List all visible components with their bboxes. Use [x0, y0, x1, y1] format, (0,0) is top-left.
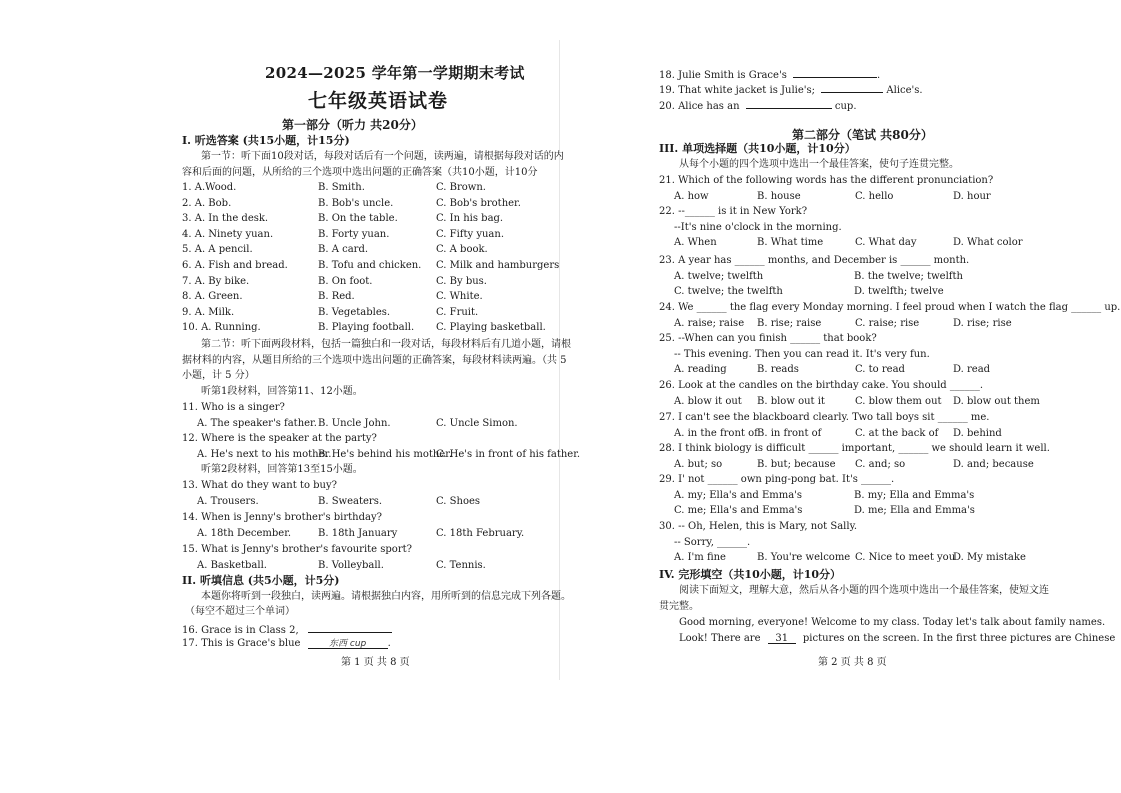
exam-title: 2024—2025 学年第一学期期末考试: [265, 64, 525, 82]
q23-option-a[interactable]: A. twelve; twelfth: [674, 270, 764, 282]
q17-blank[interactable]: [308, 637, 388, 649]
cloze-paragraph-line1: Good morning, everyone! Welcome to my class. Today let's talk about family names.: [679, 617, 1106, 628]
item-2-option-b: B. Bob's uncle.: [318, 197, 394, 209]
section1-part2-line2: 据材料的内容，从题目所给的三个选项中选出问题的正确答案，每段材料读两遍。（共 5: [182, 355, 567, 366]
q26-option-c[interactable]: C. blow them out: [855, 395, 942, 407]
item-1-option-b: B. Smith.: [318, 182, 365, 193]
item-9-option-a: 9. A. Milk.: [182, 306, 235, 318]
q30-option-c[interactable]: C. Nice to meet you: [855, 552, 956, 563]
section2-instruction-line1: 本题你将听到一段独白，读两遍。请根据独白内容，用所听到的信息完成下列各题。: [201, 591, 571, 602]
q29-option-d[interactable]: D. me; Ella and Emma's: [854, 505, 975, 516]
q21-option-a[interactable]: A. how: [674, 190, 709, 202]
q19-text-b: Alice's.: [886, 85, 923, 96]
q19-text-a: 19. That white jacket is Julie's;: [659, 85, 816, 96]
right-page-footer: 第 2 页 共 8 页: [818, 657, 887, 668]
section1-part2-line3: 小题，计 5 分）: [182, 370, 255, 381]
q22-option-b[interactable]: B. What time: [757, 237, 824, 248]
item-5-option-b: B. A card.: [318, 244, 369, 256]
question-24: 24. We ______ the flag every Monday morning. I feel proud when I watch the flag ______ up.: [659, 302, 1121, 313]
section1-heading: I. 听选答案 (共15小题，计15分): [182, 134, 350, 147]
section3-instruction: 从每个小题的四个选项中选出一个最佳答案，使句子连贯完整。: [679, 159, 959, 170]
question-22: 22. --______ is it in New York?: [659, 206, 808, 217]
q26-option-b[interactable]: B. blow out it: [757, 395, 825, 407]
question-20: [659, 97, 857, 114]
part1-title: 第一部分（听力 共20分）: [282, 118, 423, 132]
q25-option-d[interactable]: D. read: [953, 364, 991, 375]
q28-option-b[interactable]: B. but; because: [757, 458, 836, 470]
q25-option-c[interactable]: C. to read: [855, 364, 905, 375]
q11-option-c: C. Uncle Simon.: [436, 418, 518, 429]
item-4-option-a: 4. A. Ninety yuan.: [182, 228, 274, 240]
q24-option-a[interactable]: A. raise; raise: [674, 317, 745, 329]
q22-option-a[interactable]: A. When: [674, 237, 717, 248]
q28-option-a[interactable]: A. but; so: [674, 458, 723, 470]
question-15: 15. What is Jenny's brother's favourite sport?: [182, 544, 412, 555]
q24-option-b[interactable]: B. rise; raise: [757, 317, 822, 329]
q20-blank[interactable]: [746, 97, 832, 109]
q18-blank[interactable]: [793, 66, 877, 78]
q29-option-b[interactable]: B. my; Ella and Emma's: [854, 489, 975, 501]
q24-option-d[interactable]: D. rise; rise: [953, 317, 1012, 329]
right-page: [560, 0, 1121, 793]
q30-option-a[interactable]: A. I'm fine: [674, 552, 726, 563]
item-8-option-c: C. White.: [436, 291, 483, 303]
q19-blank[interactable]: [821, 81, 883, 93]
q22-option-d[interactable]: D. What color: [953, 237, 1023, 248]
item-4-option-b: B. Forty yuan.: [318, 228, 390, 240]
item-4-option-c: C. Fifty yuan.: [436, 228, 505, 240]
section4-instruction-line1: 阅读下面短文，理解大意，然后从各小题的四个选项中选出一个最佳答案，使短文连: [679, 585, 1049, 596]
q23-option-c[interactable]: C. twelve; the twelfth: [674, 286, 783, 297]
left-page-footer: 第 1 页 共 8 页: [341, 657, 410, 668]
material1-label: 听第1段材料，回答第11、12小题。: [201, 386, 363, 397]
question-29: 29. I' not ______ own ping-pong bat. It's ______.: [659, 474, 895, 485]
item-2-option-a: 2. A. Bob.: [182, 197, 232, 209]
exam-subtitle: 七年级英语试卷: [308, 90, 449, 112]
question-17: 17. This is Grace's blue 东西 cup .: [182, 638, 391, 649]
item-5-option-a: 5. A. A pencil.: [182, 244, 253, 256]
item-10-option-c: C. Playing basketball.: [436, 322, 546, 334]
section1-instruction-line1: 第一节：听下面10段对话，每段对话后有一个问题，读两遍，请根据每段对话的内: [201, 151, 564, 162]
question-27: 27. I can't see the blackboard clearly. Two tall boys sit ______ me.: [659, 412, 990, 423]
q20-text-b: cup.: [834, 101, 857, 112]
q26-option-d[interactable]: D. blow out them: [953, 395, 1040, 407]
q21-option-c[interactable]: C. hello: [855, 190, 894, 202]
section2-instruction-line2: （每空不超过三个单词）: [185, 606, 295, 617]
item-1-option-a: 1. A.Wood.: [182, 182, 237, 193]
section3-heading: III. 单项选择题（共10小题，计10分）: [659, 142, 856, 155]
q14-option-c: C. 18th February.: [436, 528, 525, 539]
q27-option-a[interactable]: A. in the front of: [674, 427, 758, 439]
cloze-blank-31-number: 31: [775, 633, 789, 644]
question-25-reply: -- This evening. Then you can read it. It's very fun.: [674, 348, 930, 360]
material2-label: 听第2段材料，回答第13至15小题。: [201, 464, 363, 475]
question-30: 30. -- Oh, Helen, this is Mary, not Sally.: [659, 521, 858, 532]
item-7-option-c: C. By bus.: [436, 275, 487, 287]
q13-option-c: C. Shoes: [436, 496, 481, 507]
section4-heading: IV. 完形填空（共10小题，计10分）: [659, 568, 842, 581]
item-10-option-a: 10. A. Running.: [182, 322, 261, 334]
question-19: [659, 81, 923, 98]
section1-instruction-line2: 容和后面的问题，从所给的三个选项中选出问题的正确答案（共10小题，计10分: [182, 167, 538, 178]
q28-option-c[interactable]: C. and; so: [855, 458, 906, 470]
item-6-option-a: 6. A. Fish and bread.: [182, 260, 288, 271]
q22-option-c[interactable]: C. What day: [855, 237, 917, 248]
q27-option-c[interactable]: C. at the back of: [855, 427, 939, 439]
question-26: 26. Look at the candles on the birthday cake. You should ______.: [659, 380, 984, 391]
q27-option-b[interactable]: B. in front of: [757, 427, 822, 439]
question-22-reply: --It's nine o'clock in the morning.: [674, 221, 842, 233]
question-18: 18. Julie Smith is Grace's .: [659, 66, 880, 83]
question-12: 12. Where is the speaker at the party?: [182, 433, 377, 444]
q15-option-c: C. Tennis.: [436, 560, 486, 571]
item-3-option-a: 3. A. In the desk.: [182, 213, 269, 225]
q16-blank[interactable]: [308, 621, 392, 633]
q12-option-c: C. He's in front of his father.: [436, 449, 581, 460]
q25-option-a[interactable]: A. reading: [674, 364, 727, 375]
item-9-option-c: C. Fruit.: [436, 306, 479, 318]
question-21: 21. Which of the following words has the different pronunciation?: [659, 175, 994, 186]
q30-option-b[interactable]: B. You're welcome: [757, 552, 851, 563]
q12-option-b: B. He's behind his mother.: [318, 449, 453, 460]
item-5-option-c: C. A book.: [436, 244, 488, 256]
q13-option-a: A. Trousers.: [197, 496, 259, 507]
cloze-paragraph-line2: [679, 632, 1115, 646]
item-3-option-c: C. In his bag.: [436, 213, 504, 225]
item-10-option-b: B. Playing football.: [318, 322, 415, 334]
item-2-option-c: C. Bob's brother.: [436, 197, 521, 209]
q26-option-a[interactable]: A. blow it out: [674, 395, 742, 407]
question-23: 23. A year has ______ months, and December is ______ month.: [659, 255, 970, 266]
q21-option-d[interactable]: D. hour: [953, 190, 991, 202]
question-13: 13. What do they want to buy?: [182, 480, 337, 491]
q20-text-a: 20. Alice has an: [659, 101, 740, 112]
item-1-option-c: C. Brown.: [436, 182, 486, 193]
q12-option-a: A. He's next to his mother.: [197, 449, 332, 460]
q14-option-a: A. 18th December.: [197, 528, 292, 539]
question-16: [182, 621, 392, 638]
q15-option-a: A. Basketball.: [197, 560, 267, 571]
q21-option-b[interactable]: B. house: [757, 190, 801, 202]
q18-text: 18. Julie Smith is Grace's: [659, 70, 787, 81]
item-9-option-b: B. Vegetables.: [318, 306, 391, 318]
q30-option-d[interactable]: D. My mistake: [953, 552, 1026, 563]
question-11: 11. Who is a singer?: [182, 402, 285, 413]
q24-option-c[interactable]: C. raise; rise: [855, 317, 920, 329]
q17-handwriting: 东西 cup: [329, 639, 367, 649]
q27-option-d[interactable]: D. behind: [953, 427, 1002, 439]
q14-option-b: B. 18th January: [318, 528, 398, 539]
part2-title: 第二部分（笔试 共80分）: [792, 128, 933, 142]
q17-text: 17. This is Grace's blue: [182, 638, 301, 649]
q11-option-a: A. The speaker's father.: [197, 418, 317, 429]
cloze-line2-text-a: Look! There are: [679, 633, 761, 644]
question-30-reply: -- Sorry, ______.: [674, 536, 751, 548]
item-8-option-b: B. Red.: [318, 291, 355, 303]
item-3-option-b: B. On the table.: [318, 213, 398, 225]
q16-text: 16. Grace is in Class 2,: [182, 625, 299, 636]
cloze-blank-31[interactable]: [768, 632, 796, 644]
q25-option-b[interactable]: B. reads: [757, 364, 799, 375]
item-7-option-b: B. On foot.: [318, 275, 373, 287]
section1-part2-line1: 第二节：听下面两段材料，包括一篇独白和一段对话，每段材料后有几道小题，请根: [201, 339, 571, 350]
question-25: 25. --When can you finish ______ that book?: [659, 333, 877, 344]
item-8-option-a: 8. A. Green.: [182, 291, 243, 303]
q13-option-b: B. Sweaters.: [318, 496, 383, 507]
question-28: 28. I think biology is difficult ______ important, ______ we should learn it well.: [659, 443, 1050, 454]
q29-option-c[interactable]: C. me; Ella's and Emma's: [674, 505, 803, 516]
q23-option-b[interactable]: B. the twelve; twelfth: [854, 270, 963, 282]
q23-option-d[interactable]: D. twelfth; twelve: [854, 286, 944, 297]
section4-instruction-line2: 贯完整。: [659, 601, 699, 612]
question-14: 14. When is Jenny's brother's birthday?: [182, 512, 382, 523]
section2-heading: II. 听填信息 (共5小题，计5分): [182, 574, 340, 587]
q15-option-b: B. Volleyball.: [318, 560, 384, 571]
item-6-option-b: B. Tofu and chicken.: [318, 260, 422, 271]
item-7-option-a: 7. A. By bike.: [182, 275, 250, 287]
q29-option-a[interactable]: A. my; Ella's and Emma's: [674, 489, 803, 501]
cloze-line2-text-b: pictures on the screen. In the first three pictures are Chinese: [802, 633, 1116, 644]
q28-option-d[interactable]: D. and; because: [953, 458, 1034, 470]
q11-option-b: B. Uncle John.: [318, 418, 391, 429]
item-6-option-c: C. Milk and hamburgers: [436, 260, 560, 271]
